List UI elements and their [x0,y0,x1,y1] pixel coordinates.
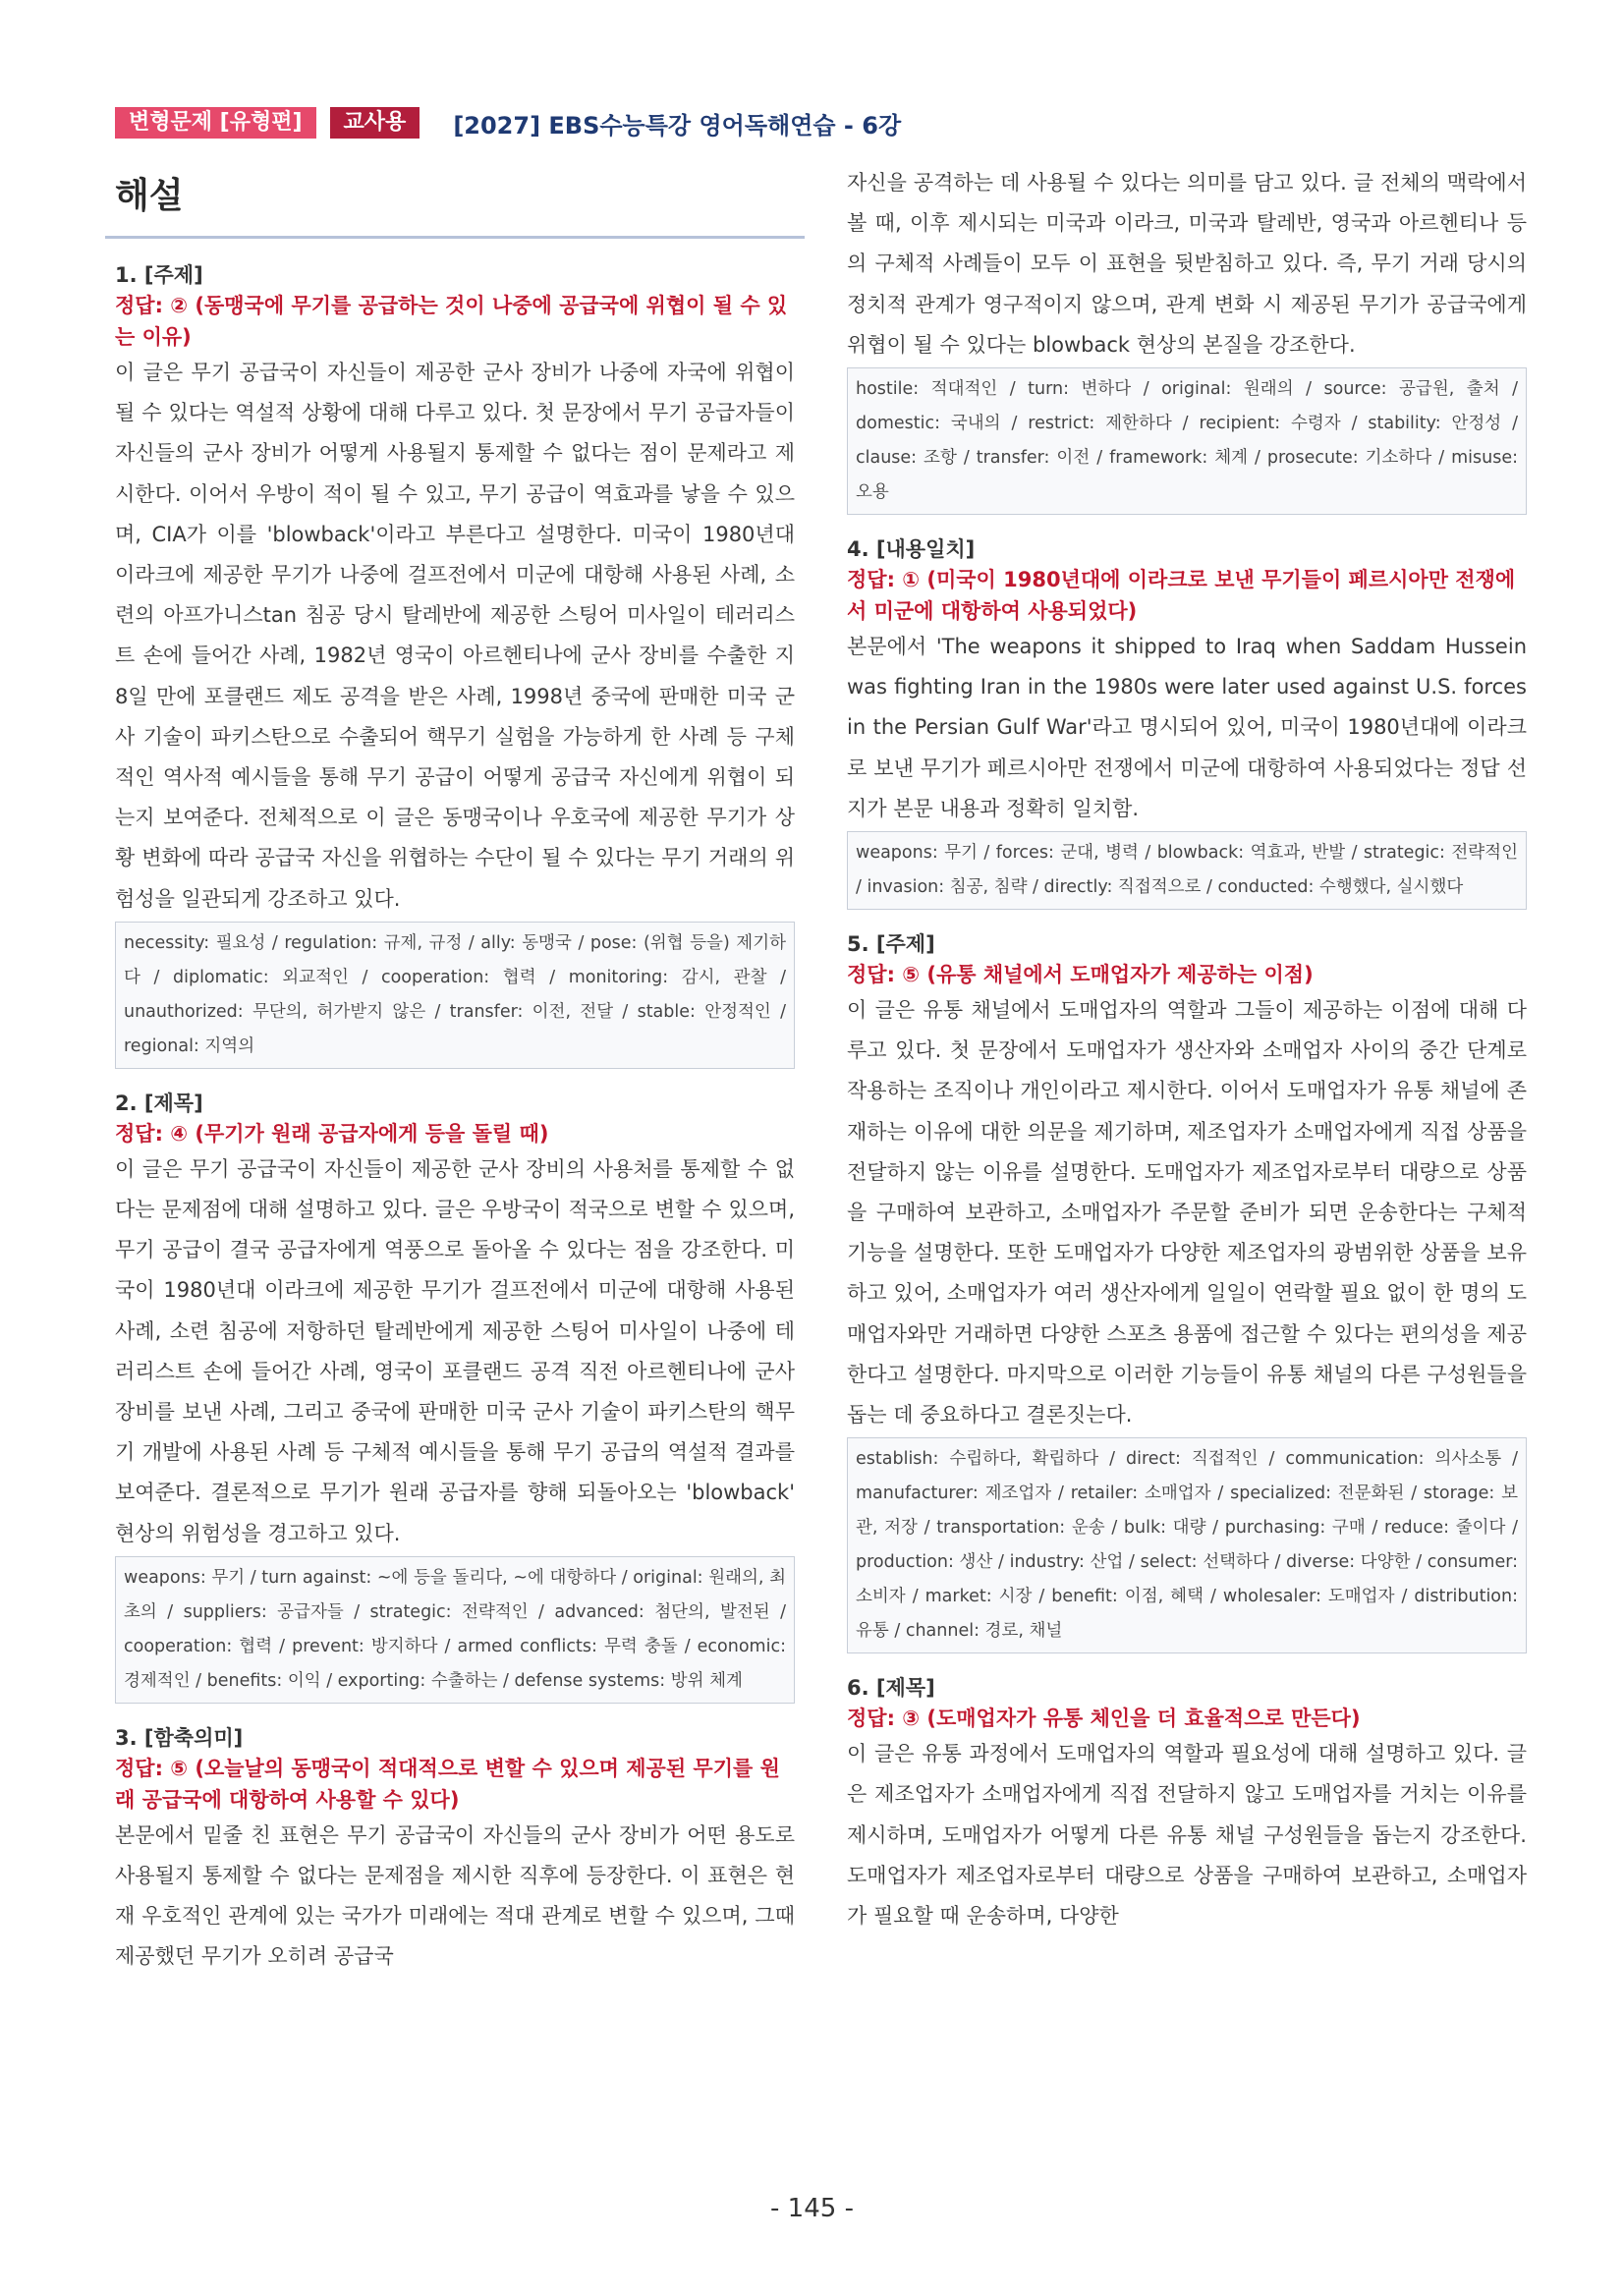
left-column [115,169,795,1997]
explanation-paragraph: 본문에서 밑줄 친 표현은 무기 공급국이 자신들의 군사 장비가 어떤 용도로 사용될지 통제할 수 없다는 문제점을 제시한 직후에 등장한다. 이 표현은 현재 우호적인 관계에 있는 국가가 미래에는 적대 관계로 변할 수 있으며, 그때 제공했던 무기가 오히려 공급국 [115,1822,795,1969]
answer-line: 정답: ② (동맹국에 무기를 공급하는 것이 나중에 공급국에 위협이 될 수 있는 이유) [115,294,788,349]
question-4 [847,534,1527,910]
explanation-paragraph: 본문에서 'The weapons it shipped to Iraq when Saddam Hussein was fighting Iran in the 1980s were later used against U.S. forces in the Persian Gulf War'라고 명시되어 있어, 미국이 1980년대에 이라크로 보낸 무기가 페르시아만 전쟁에서 미군에 대항하여 사용되었다는 정답 선지가 본문 내용과 정확히 일치함. [847,635,1527,820]
question-heading: 1. [주제] [115,263,203,287]
answer-line: 정답: ⑤ (유통 채널에서 도매업자가 제공하는 이점) [847,963,1314,987]
right-column [847,163,1527,1956]
vocabulary-box: hostile: 적대적인 / turn: 변하다 / original: 원래의 / source: 공급원, 출처 / domestic: 국내의 / restrict: 제한하다 / recipient: 수령자 / stability: 안정성 / clause: 조항 / transfer: 이전 / framework: 체계 / prosecute: 기소하다 / misuse: 오용 [847,367,1527,515]
question-heading: 3. [함축의미] [115,1725,244,1750]
type-tag: 변형문제 [유형편] [115,107,316,139]
question-heading: 5. [주제] [847,932,935,957]
question-3-continued [847,163,1527,515]
answer-line: 정답: ⑤ (오늘날의 동맹국이 적대적으로 변할 수 있으며 제공된 무기를 원래 공급국에 대항하여 사용할 수 있다) [115,1756,780,1812]
teacher-tag: 교사용 [330,107,420,139]
question-6 [847,1673,1527,1936]
vocabulary-box: necessity: 필요성 / regulation: 규제, 규정 / ally: 동맹국 / pose: (위협 등을) 제기하다 / diplomatic: 외교적인 / cooperation: 협력 / monitoring: 감시, 관찰 / unauthorized: 무단의, 허가받지 않은 / transfer: 이전, 전달 / stable: 안정적인 / regional: 지역의 [115,922,795,1069]
question-heading: 2. [제목] [115,1091,203,1115]
series-title: [2027] EBS수능특강 영어독해연습 - 6강 [453,111,902,140]
question-heading: 6. [제목] [847,1676,935,1701]
page-number: - 145 - [770,2194,854,2223]
explanation-paragraph: 이 글은 유통 채널에서 도매업자의 역할과 그들이 제공하는 이점에 대해 다루고 있다. 첫 문장에서 도매업자가 생산자와 소매업자 사이의 중간 단계로 작용하는 조직이나 개인이라고 제시한다. 이어서 도매업자가 유통 채널에 존재하는 이유에 대한 의문을 제기하며, 제조업자가 소매업자에게 직접 상품을 전달하지 않는 이유를 설명한다. 도매업자가 제조업자로부터 대량으로 상품을 구매하여 보관하고, 소매업자가 주문할 준비가 되면 운송한다는 구체적 기능을 설명한다. 또한 도매업자가 다양한 제조업자의 광범위한 상품을 보유하고 있어, 소매업자가 여러 생산자에게 일일이 연락할 필요 없이 한 명의 도매업자와만 거래하면 다양한 스포츠 용품에 접근할 수 있다는 편의성을 제공한다고 설명한다. 마지막으로 이러한 기능들이 유통 채널의 다른 구성원들을 돕는 데 중요하다고 결론짓는다. [847,998,1527,1428]
question-5 [847,929,1527,1653]
explanation-paragraph: 이 글은 무기 공급국이 자신들이 제공한 군사 장비의 사용처를 통제할 수 없다는 문제점에 대해 설명하고 있다. 글은 우방국이 적국으로 변할 수 있으며, 무기 공급이 결국 공급자에게 역풍으로 돌아올 수 있다는 점을 강조한다. 미국이 1980년대 이라크에 제공한 무기가 걸프전에서 미군에 대항해 사용된 사례, 소련 침공에 저항하던 탈레반에게 제공한 스팅어 미사일이 나중에 테러리스트 손에 들어간 사례, 영국이 포클랜드 공격 직전 아르헨티나에 군사 장비를 보낸 사례, 그리고 중국에 판매한 미국 군사 기술이 파키스탄의 핵무기 개발에 사용된 사례 등 구체적 예시들을 통해 무기 공급의 역설적 결과를 보여준다. 결론적으로 무기가 원래 공급자를 향해 되돌아오는 'blowback' 현상의 위험성을 경고하고 있다. [115,1156,795,1545]
question-heading: 4. [내용일치] [847,537,976,562]
answer-line: 정답: ① (미국이 1980년대에 이라크로 보낸 무기들이 페르시아만 전쟁에서 미군에 대항하여 사용되었다) [847,568,1516,624]
title-divider [105,236,805,239]
vocabulary-box: weapons: 무기 / forces: 군대, 병력 / blowback: 역효과, 반발 / strategic: 전략적인 / invasion: 침공, 침략 / directly: 직접적으로 / conducted: 수행했다, 실시했다 [847,831,1527,910]
explanation-paragraph: 자신을 공격하는 데 사용될 수 있다는 의미를 담고 있다. 글 전체의 맥락에서 볼 때, 이후 제시되는 미국과 이라크, 미국과 탈레반, 영국과 아르헨티나 등의 구체적 사례들이 모두 이 표현을 뒷받침하고 있다. 즉, 무기 거래 당시의 정치적 관계가 영구적이지 않으며, 관계 변화 시 제공된 무기가 공급국에게 위협이 될 수 있다는 blowback 현상의 본질을 강조한다. [847,171,1527,357]
answer-line: 정답: ③ (도매업자가 유통 체인을 더 효율적으로 만든다) [847,1707,1361,1731]
vocabulary-box: weapons: 무기 / turn against: ~에 등을 돌리다, ~에 대항하다 / original: 원래의, 최초의 / suppliers: 공급자들 / strategic: 전략적인 / advanced: 첨단의, 발전된 / cooperation: 협력 / prevent: 방지하다 / armed conflicts: 무력 충돌 / economic: 경제적인 / benefits: 이익 / exporting: 수출하는 / defense systems: 방위 체계 [115,1556,795,1704]
question-1 [115,260,795,1069]
page-header [115,106,901,140]
question-2 [115,1089,795,1704]
answer-line: 정답: ④ (무기가 원래 공급자에게 등을 돌릴 때) [115,1121,549,1146]
explanation-paragraph: 이 글은 무기 공급국이 자신들이 제공한 군사 장비가 나중에 자국에 위협이 될 수 있다는 역설적 상황에 대해 다루고 있다. 첫 문장에서 무기 공급자들이 자신들의 군사 장비가 어떻게 사용될지 통제할 수 없다는 점이 문제라고 제시한다. 이어서 우방이 적이 될 수 있고, 무기 공급이 역효과를 낳을 수 있으며, CIA가 이를 'blowback'이라고 부른다고 설명한다. 미국이 1980년대 이라크에 제공한 무기가 나중에 걸프전에서 미군에 대항해 사용된 사례, 소련의 아프가니스tan 침공 당시 탈레반에 제공한 스팅어 미사일이 테러리스트 손에 들어간 사례, 1982년 영국이 아르헨티나에 군사 장비를 수출한 지 8일 만에 포클랜드 제도 공격을 받은 사례, 1998년 중국에 판매한 미국 군사 기술이 파키스탄으로 수출되어 핵무기 실험을 가능하게 한 사례 등 구체적인 역사적 예시들을 통해 무기 공급이 어떻게 공급국 자신에게 위협이 되는지 보여준다. 전체적으로 이 글은 동맹국이나 우호국에 제공한 무기가 상황 변화에 따라 공급국 자신을 위협하는 수단이 될 수 있다는 무기 거래의 위험성을 일관되게 강조하고 있다. [115,361,795,911]
vocabulary-box: establish: 수립하다, 확립하다 / direct: 직접적인 / communication: 의사소통 / manufacturer: 제조업자 / retailer: 소매업자 / specialized: 전문화된 / storage: 보관, 저장 / transportation: 운송 / bulk: 대량 / purchasing: 구매 / reduce: 줄이다 / production: 생산 / industry: 산업 / select: 선택하다 / diverse: 다양한 / consumer: 소비자 / market: 시장 / benefit: 이점, 혜택 / wholesaler: 도매업자 / distribution: 유통 / channel: 경로, 채널 [847,1437,1527,1653]
question-3 [115,1723,795,1978]
page-title: 해설 [115,176,184,216]
explanation-paragraph: 이 글은 유통 과정에서 도매업자의 역할과 필요성에 대해 설명하고 있다. 글은 제조업자가 소매업자에게 직접 전달하지 않고 도매업자를 거치는 이유를 제시하며, 도매업자가 어떻게 다른 유통 채널 구성원들을 돕는지 강조한다. 도매업자가 제조업자로부터 대량으로 상품을 구매하여 보관하고, 소매업자가 필요할 때 운송하며, 다양한 [847,1742,1527,1929]
